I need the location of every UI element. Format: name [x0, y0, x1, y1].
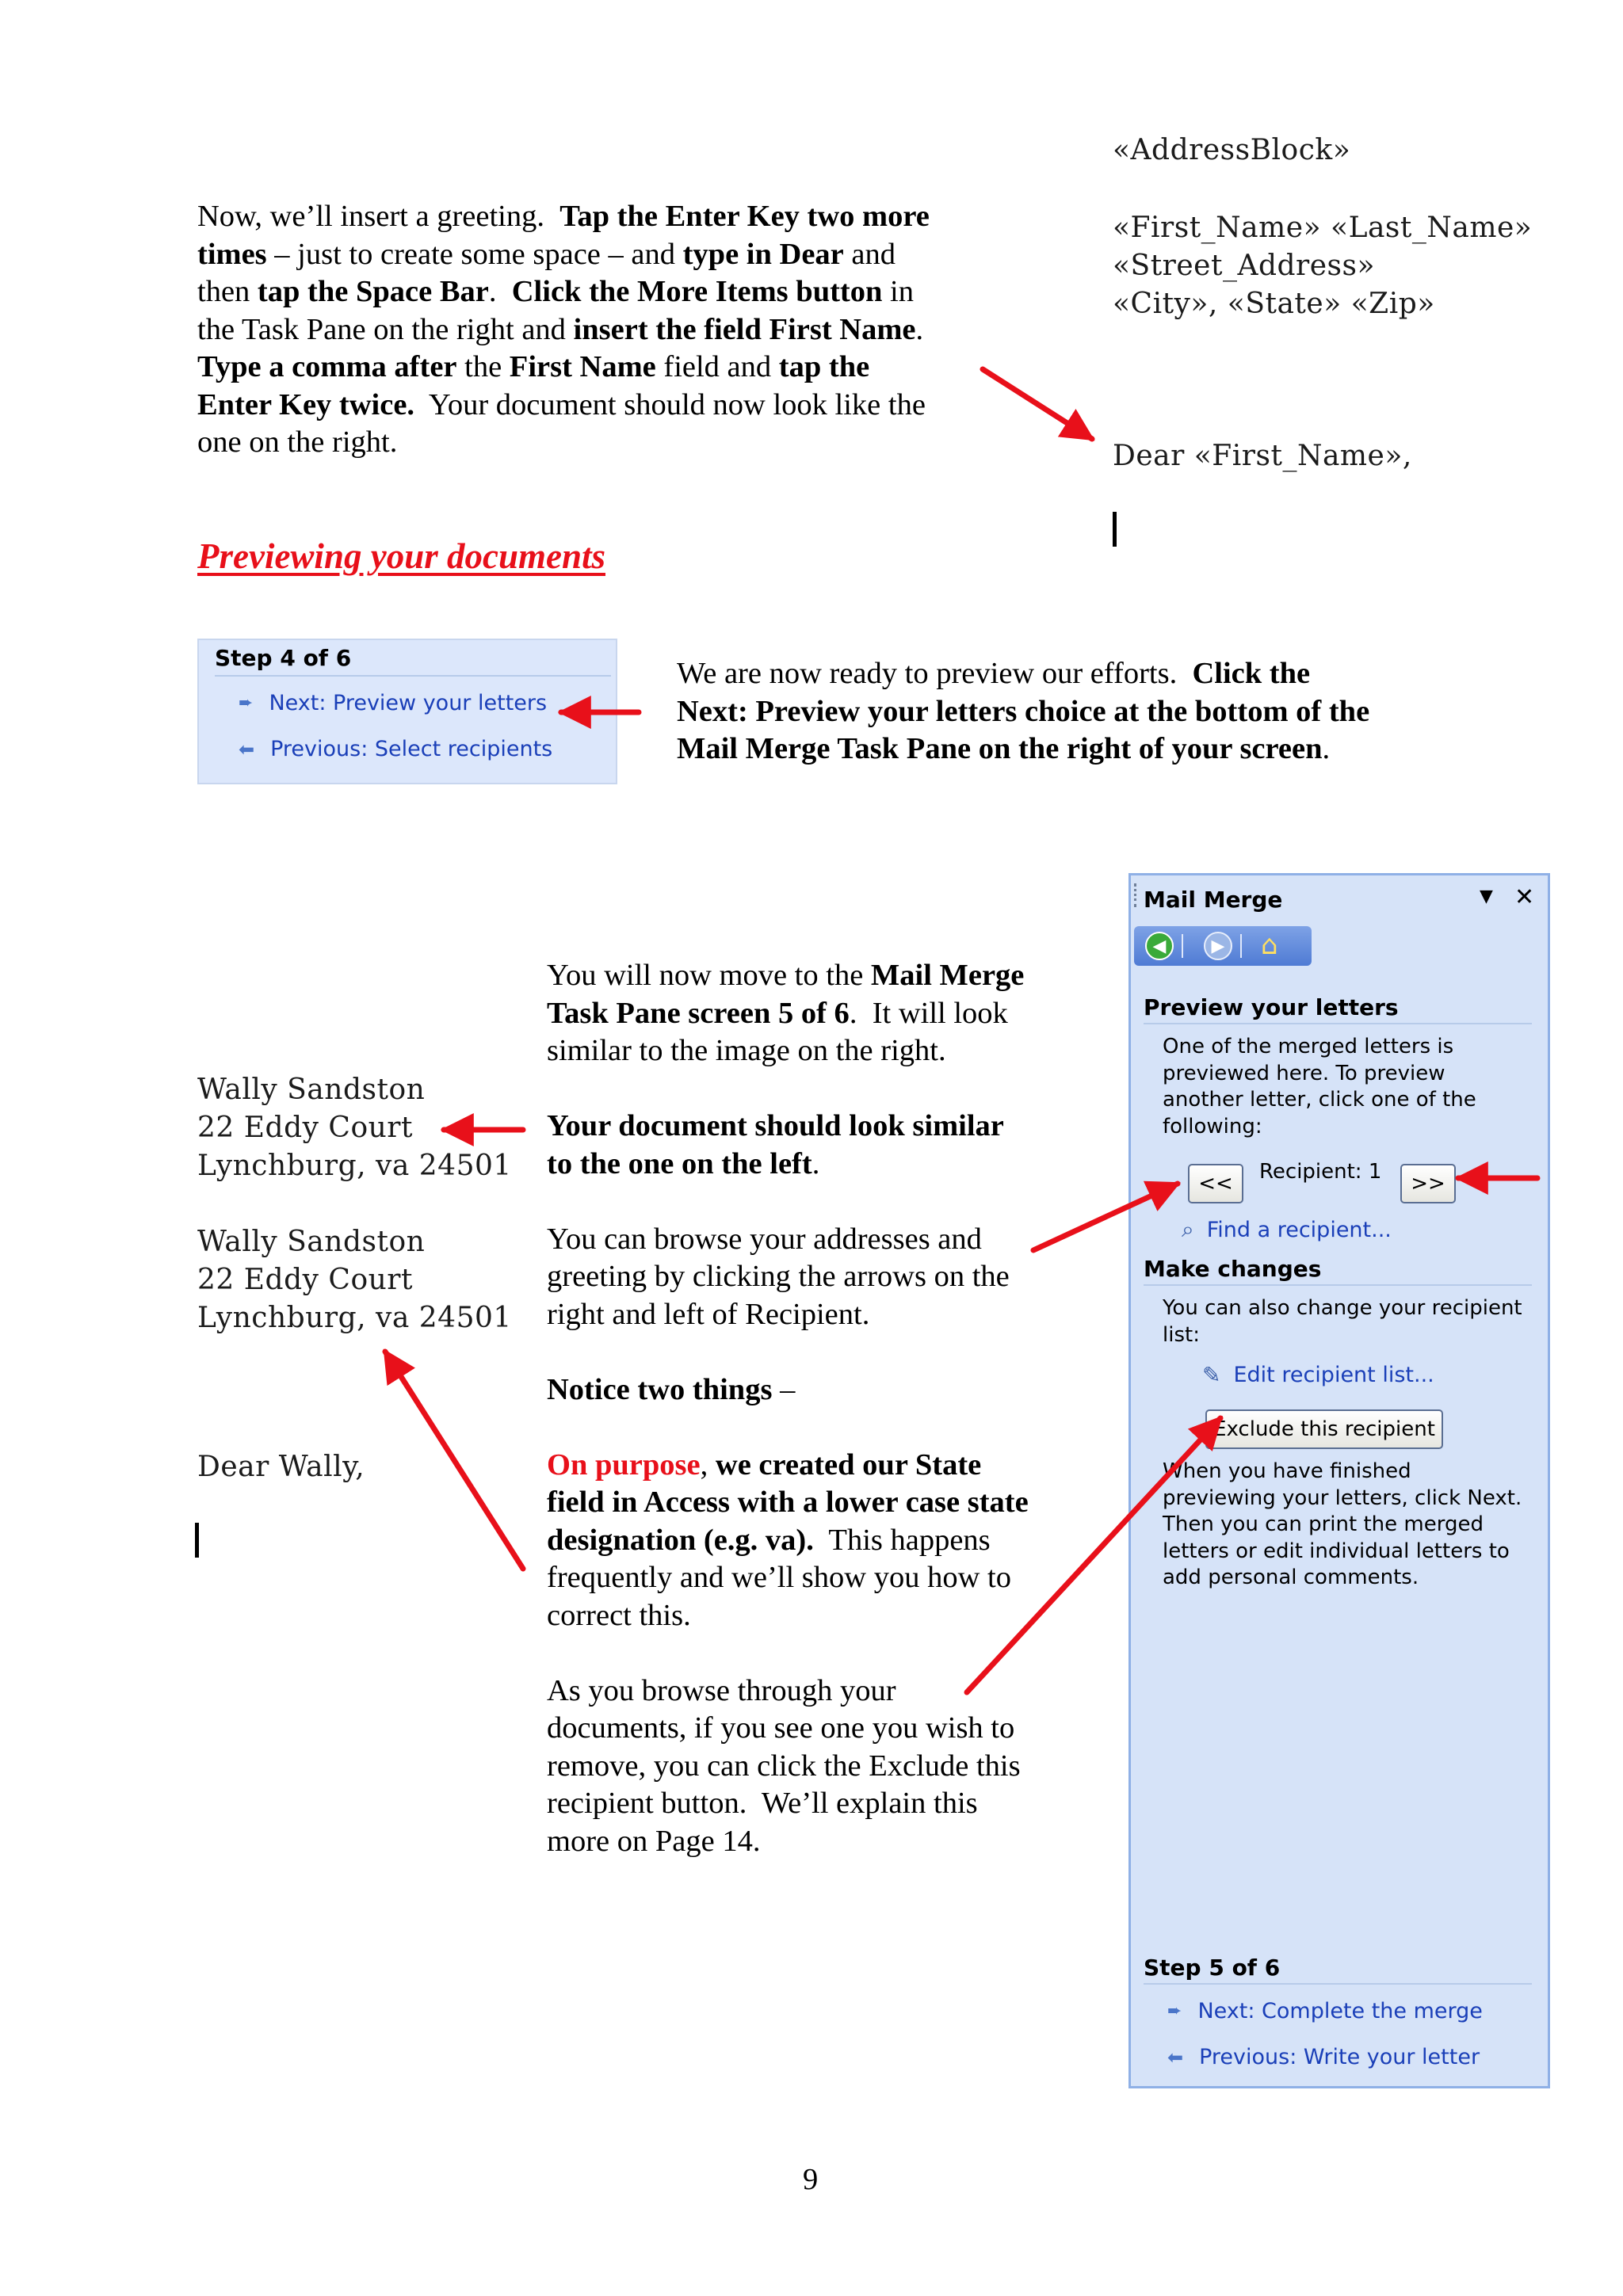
- text-line: As you browse through your: [547, 1673, 896, 1707]
- text-line: designation (e.g. va). This happens: [547, 1523, 991, 1557]
- text-line: Your document should look similar: [547, 1109, 1004, 1142]
- home-icon[interactable]: ⌂: [1261, 929, 1278, 961]
- previous-recipient-button[interactable]: <<: [1188, 1164, 1243, 1203]
- text-line: Notice two things –: [547, 1372, 796, 1406]
- forward-icon[interactable]: ▶: [1204, 932, 1232, 960]
- street-line-field: «Street_Address»: [1113, 250, 1376, 282]
- edit-link-label: Edit recipient list...: [1233, 1363, 1434, 1387]
- address-line: Lynchburg, va 24501: [197, 1150, 512, 1182]
- para-look-similar: [547, 1108, 1102, 1183]
- arrow-to-state-field: [385, 1352, 523, 1569]
- address-line: Lynchburg, va 24501: [197, 1302, 512, 1334]
- mail-merge-instructions: [547, 957, 1102, 1860]
- page-number: 9: [803, 2163, 819, 2196]
- para-on-purpose: [547, 1447, 1102, 1635]
- separator: [1240, 934, 1242, 958]
- find-link-label: Find a recipient...: [1206, 1217, 1392, 1242]
- text-line: documents, if you see one you wish to: [547, 1711, 1015, 1745]
- pane-grip[interactable]: [1134, 883, 1140, 907]
- next-arrow-icon: ➨: [1167, 2001, 1182, 2021]
- text-line: frequently and we’ll show you how to: [547, 1561, 1011, 1594]
- step5-title: Step 5 of 6: [1144, 1955, 1281, 1981]
- text-line: the Task Pane on the right and insert the field First Name.: [197, 312, 924, 346]
- pane-title: Mail Merge: [1144, 887, 1283, 913]
- preview-description: [1163, 1034, 1476, 1140]
- text-line: add personal comments.: [1163, 1566, 1419, 1589]
- text-line: Now, we’ll insert a greeting. Tap the Enter Key two more: [197, 200, 930, 233]
- greeting-instructions: [197, 198, 1022, 462]
- para-browse: [547, 1221, 1102, 1334]
- text-line: Task Pane screen 5 of 6. It will look: [547, 996, 1008, 1030]
- step4-next-link[interactable]: [239, 691, 547, 715]
- find-recipient-link[interactable]: [1182, 1216, 1392, 1243]
- merged-greeting: Dear Wally,: [197, 1451, 365, 1483]
- dropdown-icon[interactable]: ▼: [1480, 887, 1493, 906]
- text-line: recipient button. We’ll explain this: [547, 1787, 978, 1820]
- previous-arrow-icon: ⬅: [1167, 2046, 1184, 2069]
- next-arrow-icon: ➨: [239, 693, 254, 713]
- section-heading: Previewing your documents: [197, 536, 605, 576]
- text-line: previewed here. To preview: [1163, 1061, 1445, 1085]
- text-line: one on the right.: [197, 425, 398, 459]
- make-changes-title: Make changes: [1144, 1256, 1322, 1282]
- address-line: Wally Sandston: [197, 1226, 426, 1258]
- close-icon[interactable]: ✕: [1514, 883, 1535, 911]
- address-line: 22 Eddy Court: [197, 1112, 413, 1144]
- greeting-field-line: Dear «First_Name»,: [1113, 440, 1412, 472]
- text-line: field in Access with a lower case state: [547, 1486, 1029, 1519]
- text-line: correct this.: [547, 1598, 691, 1632]
- name-line-fields: «First_Name» «Last_Name»: [1113, 212, 1533, 244]
- para-exclude: [547, 1672, 1102, 1861]
- text-line: more on Page 14.: [547, 1824, 761, 1858]
- text-line: One of the merged letters is: [1163, 1035, 1454, 1058]
- text-line: previewing your letters, click Next.: [1163, 1486, 1522, 1510]
- text-line: similar to the image on the right.: [547, 1034, 946, 1067]
- exclude-recipient-button[interactable]: Exclude this recipient: [1205, 1409, 1443, 1449]
- address-line: Wally Sandston: [197, 1074, 426, 1106]
- merged-address-2: [197, 1223, 512, 1337]
- text-line: following:: [1163, 1114, 1262, 1138]
- previous-arrow-icon: ⬅: [239, 738, 255, 761]
- text-line: to the one on the left.: [547, 1146, 820, 1180]
- text-line: Then you can print the merged: [1163, 1512, 1484, 1536]
- text-cursor: [1113, 512, 1117, 547]
- address-line: 22 Eddy Court: [197, 1264, 413, 1296]
- step4-pane: [197, 639, 617, 784]
- divider: [1144, 1284, 1532, 1286]
- preview-section-title: Preview your letters: [1144, 994, 1399, 1020]
- text-line: Enter Key twice. Your document should now look like the: [197, 387, 926, 421]
- text-line: On purpose, we created our State: [547, 1447, 982, 1482]
- write-letter-link[interactable]: [1167, 2045, 1480, 2069]
- divider: [1144, 1023, 1532, 1024]
- find-icon: ⌕: [1182, 1216, 1194, 1242]
- text-line: list:: [1163, 1322, 1200, 1347]
- mail-merge-pane: [1128, 873, 1550, 2088]
- text-cursor: [195, 1523, 199, 1558]
- text-line: You can also change your recipient: [1163, 1296, 1522, 1320]
- text-line: Next: Preview your letters choice at the bottom of the: [677, 694, 1370, 728]
- previous-link-label: Previous: Select recipients: [270, 737, 553, 761]
- text-line: Type a comma after the First Name field and tap the: [197, 350, 870, 383]
- edit-recipient-link[interactable]: [1202, 1362, 1434, 1388]
- merged-address-1: [197, 1071, 512, 1185]
- text-line: then tap the Space Bar. Click the More Items button in: [197, 275, 914, 308]
- divider: [215, 675, 611, 677]
- text-line: times – just to create some space – and type in Dear and: [197, 237, 896, 271]
- text-line: You will now move to the Mail Merge: [547, 959, 1025, 992]
- text-line: right and left of Recipient.: [547, 1297, 870, 1331]
- text-line: We are now ready to preview our efforts. Click the: [677, 657, 1311, 690]
- next-link-label: Next: Preview your letters: [269, 691, 548, 715]
- recipient-label: Recipient: 1: [1259, 1160, 1382, 1184]
- back-icon[interactable]: ◀: [1145, 932, 1174, 960]
- city-line-fields: «City», «State» «Zip»: [1113, 288, 1435, 320]
- text-line: remove, you can click the Exclude this: [547, 1749, 1021, 1783]
- edit-list-icon: ✎: [1202, 1362, 1221, 1388]
- change-description: [1163, 1295, 1522, 1348]
- address-block-field: «AddressBlock»: [1113, 134, 1351, 166]
- text-line: Mail Merge Task Pane on the right of your screen.: [677, 732, 1331, 765]
- text-line: You can browse your addresses and: [547, 1222, 982, 1256]
- divider: [1144, 1983, 1532, 1985]
- text-line: letters or edit individual letters to: [1163, 1539, 1510, 1563]
- text-line: greeting by clicking the arrows on the: [547, 1260, 1010, 1293]
- pane-nav-bar: [1134, 926, 1312, 966]
- preview-instructions: [677, 655, 1469, 769]
- previous-link-label: Previous: Write your letter: [1199, 2045, 1480, 2069]
- step4-previous-link[interactable]: [239, 737, 552, 761]
- para-screen5: [547, 957, 1102, 1070]
- next-link-label: Next: Complete the merge: [1197, 1999, 1483, 2023]
- para-notice: [547, 1371, 1102, 1409]
- text-line: When you have finished: [1163, 1459, 1411, 1483]
- step4-title: Step 4 of 6: [215, 645, 352, 671]
- finish-description: [1163, 1459, 1522, 1592]
- text-line: another letter, click one of the: [1163, 1088, 1476, 1112]
- separator: [1182, 934, 1183, 958]
- next-recipient-button[interactable]: >>: [1400, 1164, 1456, 1203]
- complete-merge-link[interactable]: [1167, 1999, 1483, 2023]
